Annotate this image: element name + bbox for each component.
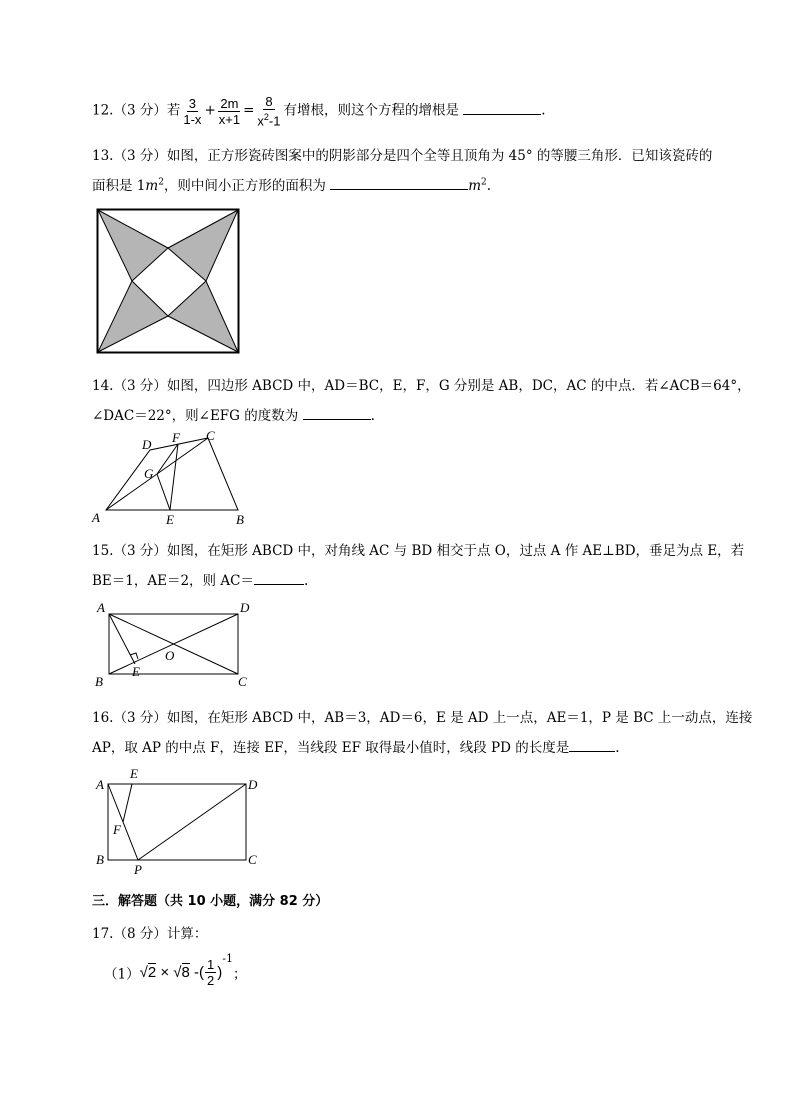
label-b: B — [236, 512, 244, 527]
label-a: A — [97, 600, 105, 615]
label-d: D — [248, 777, 258, 792]
label-e: E — [166, 512, 174, 527]
expression: √2 × √8 -( — [139, 964, 205, 981]
question-14-line-2 — [92, 404, 375, 424]
question-text: 面积是 1 — [92, 178, 146, 194]
label-b: B — [95, 674, 103, 689]
period: . — [370, 408, 375, 424]
answer-blank[interactable] — [330, 177, 468, 190]
question-16-line-1 — [92, 706, 752, 726]
period: . — [541, 102, 546, 119]
question-text: （3 分）如图，正方形瓷砖图案中的阴影部分是四个全等且顶角为 45° 的等腰三角形．已知该瓷砖的 — [113, 148, 713, 164]
question-text: （8 分）计算： — [113, 926, 208, 942]
answer-blank[interactable] — [463, 102, 541, 115]
fraction-2 — [217, 96, 242, 127]
question-12 — [92, 94, 546, 128]
question-16-line-2 — [92, 736, 620, 756]
equals-sign: = — [243, 102, 255, 119]
label-a: A — [92, 510, 100, 525]
rectangle-figure-16 — [92, 764, 272, 876]
label-p: P — [134, 862, 142, 877]
period: . — [303, 573, 309, 589]
tile-figure — [96, 208, 240, 354]
question-17-part-1 — [104, 952, 246, 988]
question-number: 13. — [92, 148, 114, 164]
question-text: （3 分）如图，四边形 ABCD 中，AD＝BC，E，F，G 分别是 AB，DC，AC 的中点．若∠ACB＝64°， — [113, 378, 751, 394]
minus-paren: -( — [194, 964, 205, 981]
fraction-half — [205, 957, 216, 988]
answer-blank[interactable] — [303, 407, 371, 420]
label-e: E — [132, 664, 140, 679]
radicand: 8 — [181, 964, 190, 981]
question-17 — [92, 922, 207, 942]
segment-eg — [157, 474, 170, 510]
label-f: F — [113, 822, 121, 837]
shaded-triangle — [98, 210, 168, 281]
answer-blank[interactable] — [254, 572, 304, 585]
fraction-denominator: 1-x — [183, 111, 202, 127]
fraction-numerator: 2m — [220, 95, 239, 111]
question-text: AP，取 AP 的中点 F，连接 EF，当线段 EF 取得最小值时，线段 PD 的长度是 — [92, 740, 570, 756]
question-text: （3 分）如图，在矩形 ABCD 中，对角线 AC 与 BD 相交于点 O，过点 A 作 AE⊥BD，垂足为点 E，若 — [113, 543, 745, 559]
fraction-numerator: 3 — [188, 95, 197, 111]
question-13-line-1 — [92, 144, 712, 164]
question-number: 17. — [92, 926, 114, 942]
fraction-denominator: $x^2-1$ — [257, 112, 281, 129]
radicand: 2 — [147, 964, 157, 981]
question-text: （3 分）如图，在矩形 ABCD 中，AB＝3，AD＝6，E 是 AD 上一点，AE＝1，P 是 BC 上一动点，连接 — [113, 710, 753, 726]
period: . — [615, 740, 620, 756]
label-c: C — [248, 852, 257, 867]
question-score: （3 分）若 — [113, 102, 181, 119]
unit-m: m — [468, 178, 482, 194]
question-text: BE＝1，AE＝2，则 AC＝ — [92, 573, 254, 589]
times-sign: × — [160, 964, 170, 981]
fraction-numerator: 8 — [265, 94, 273, 109]
fraction-3 — [255, 94, 282, 128]
segment-ef — [123, 784, 132, 822]
question-text: ∠DAC＝22°，则∠EFG 的度数为 — [92, 408, 299, 424]
question-text: ，则中间小正方形的面积为 — [163, 178, 326, 194]
quadrilateral-abcd — [106, 438, 238, 510]
shaded-triangle — [168, 281, 238, 352]
question-number: 15. — [92, 543, 114, 559]
quadrilateral-figure — [90, 428, 250, 528]
part-number: （1） — [104, 966, 140, 983]
exponent: -1 — [222, 952, 233, 965]
shaded-triangle — [168, 210, 238, 281]
shaded-triangle — [98, 281, 168, 352]
fraction-1 — [181, 96, 203, 127]
unit-exponent: 2 — [481, 177, 487, 188]
question-number: 16. — [92, 710, 114, 726]
label-g: G — [144, 466, 154, 481]
fraction-denominator: 2 — [207, 973, 215, 988]
fraction-denominator: x+1 — [218, 111, 241, 127]
period: . — [486, 178, 492, 194]
close-paren: ) — [217, 964, 223, 981]
answer-blank[interactable] — [569, 739, 615, 752]
rectangle-figure-15 — [92, 598, 262, 690]
label-a: A — [96, 777, 104, 792]
label-b: B — [96, 852, 104, 867]
question-text: 有增根，则这个方程的增根是 — [283, 102, 459, 119]
semicolon: ； — [232, 966, 247, 983]
rectangle-abcd — [108, 784, 246, 860]
perpendicular-ae — [109, 614, 135, 664]
question-15-line-2 — [92, 569, 308, 589]
question-number: 12. — [92, 102, 114, 119]
question-13-line-2 — [92, 174, 491, 194]
label-f: F — [172, 430, 180, 445]
unit-exponent: 2 — [158, 177, 164, 188]
segment-pd — [138, 784, 246, 860]
label-e: E — [130, 766, 138, 781]
question-15-line-1 — [92, 539, 744, 559]
label-c: C — [206, 428, 215, 443]
plus-sign: + — [204, 102, 216, 119]
fraction-numerator: 1 — [207, 957, 215, 972]
label-o: O — [165, 648, 175, 663]
label-c: C — [238, 674, 247, 689]
section-heading: 三．解答题（共 10 小题，满分 82 分） — [92, 894, 329, 909]
label-d: D — [142, 437, 152, 452]
unit-m: m — [145, 178, 159, 194]
question-number: 14. — [92, 378, 114, 394]
label-d: D — [240, 600, 250, 615]
question-14-line-1 — [92, 374, 751, 394]
